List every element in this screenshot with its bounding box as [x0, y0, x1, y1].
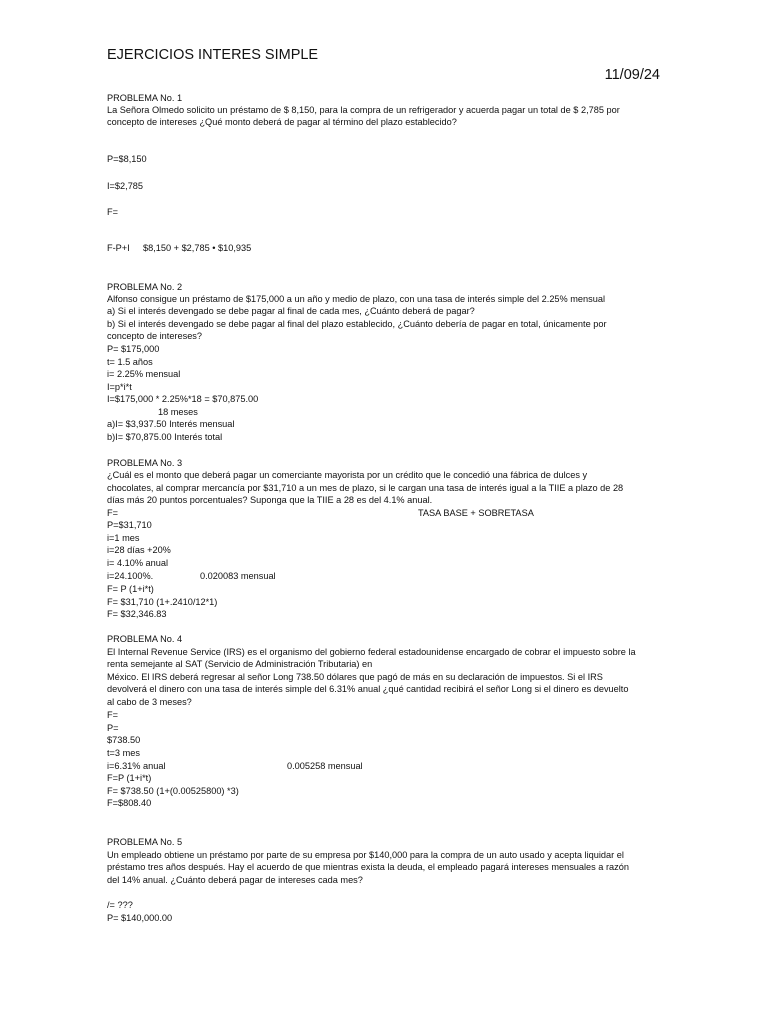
problem-5-statement-line: préstamo tres años después. Hay el acuerdo de que mientras exista la deuda, el empleado pagará intereses mensuales a razón — [107, 862, 629, 872]
problem-4-line: F= — [107, 710, 118, 720]
problem-1-amount: F= — [107, 207, 118, 217]
problem-4-line: P= — [107, 723, 119, 733]
problem-4-line: F=P (1+i*t) — [107, 773, 152, 783]
problem-1-calculation: $8,150 + $2,785 • $10,935 — [143, 243, 252, 253]
problem-4-statement-line: México. El IRS deberá regresar al señor Long 738.50 dólares que pagó de más en su declaración de impuestos. Si el IRS — [107, 672, 603, 682]
problem-5-statement-line: del 14% anual. ¿Cuánto deberá pagar de intereses cada mes? — [107, 875, 363, 885]
problem-4-heading: PROBLEMA No. 4 — [107, 634, 183, 644]
problem-3-monthly-rate: 0.020083 mensual — [200, 571, 276, 581]
problem-2-line: concepto de intereses? — [107, 331, 203, 341]
problem-3-line: i= 4.10% anual — [107, 558, 169, 568]
problem-5-heading: PROBLEMA No. 5 — [107, 837, 183, 847]
problem-3-line: P=$31,710 — [107, 520, 152, 530]
problem-3-rate: i=24.100%. — [107, 571, 154, 581]
problem-2-line: t= 1.5 años — [107, 357, 153, 367]
problem-4-statement-line: El Internal Revenue Service (IRS) es el organismo del gobierno federal estadounidense encargado de cobrar el impuesto sobre la — [107, 647, 636, 657]
problem-1-formula: F-P+I — [107, 243, 130, 253]
problem-3-amount: F= — [107, 508, 118, 518]
problem-1-principal: P=$8,150 — [107, 154, 147, 164]
problem-2-line: I=p*i*t — [107, 382, 132, 392]
problem-3-line: F= $31,710 (1+.2410/12*1) — [107, 597, 218, 607]
problem-4-line: t=3 mes — [107, 748, 140, 758]
problem-3-line: i=1 mes — [107, 533, 140, 543]
problem-1-heading: PROBLEMA No. 1 — [107, 93, 183, 103]
problem-2-heading: PROBLEMA No. 2 — [107, 282, 183, 292]
document-title: EJERCICIOS INTERES SIMPLE — [107, 47, 319, 63]
document-date: 11/09/24 — [604, 67, 660, 83]
problem-1-interest: I=$2,785 — [107, 181, 144, 191]
problem-2-line: b) Si el interés devengado se debe pagar al final del plazo establecido, ¿Cuánto debería de pagar en total, únicamente por — [107, 319, 607, 329]
problem-2-months: 18 meses — [158, 407, 198, 417]
problem-2-line: i= 2.25% mensual — [107, 369, 181, 379]
problem-2-line: P= $175,000 — [107, 344, 160, 354]
problem-4-line: F= $738.50 (1+(0.00525800) *3) — [107, 786, 239, 796]
problem-3-statement-line: ¿Cuál es el monto que deberá pagar un comerciante mayorista por un crédito que le concedió una fábrica de dulces y — [107, 470, 588, 480]
problem-3-line: F= P (1+i*t) — [107, 584, 154, 594]
problem-4-rate: i=6.31% anual — [107, 761, 166, 771]
problem-2-line: a) Si el interés devengado se debe pagar al final de cada mes, ¿Cuánto deberá de pagar? — [107, 306, 475, 316]
problem-3-heading: PROBLEMA No. 3 — [107, 458, 183, 468]
problem-5-interest: /= ??? — [107, 900, 133, 910]
problem-4-line: $738.50 — [107, 735, 141, 745]
problem-4-monthly-rate: 0.005258 mensual — [287, 761, 363, 771]
problem-4-statement-line: devolverá el dinero con una tasa de interés simple del 6.31% anual ¿qué cantidad recibirá el señor Long si el dinero es devuelto — [107, 684, 629, 694]
problem-2-result-b: b)I= $70,875.00 Interés total — [107, 432, 223, 442]
problem-5-principal: P= $140,000.00 — [107, 913, 173, 923]
problem-3-rate-note: TASA BASE + SOBRETASA — [418, 508, 534, 518]
problem-1-statement-line: concepto de intereses ¿Qué monto deberá de pagar al término del plazo establecido? — [107, 117, 457, 127]
problem-4-statement-line: al cabo de 3 meses? — [107, 697, 192, 707]
problem-2-line: I=$175,000 * 2.25%*18 = $70,875.00 — [107, 394, 259, 404]
problem-3-line: F= $32,346.83 — [107, 609, 167, 619]
problem-4-line: F=$808.40 — [107, 798, 152, 808]
problem-3-statement-line: días más 20 puntos porcentuales? Suponga que la TIIE a 28 es del 4.1% anual. — [107, 495, 433, 505]
problem-1-statement-line: La Señora Olmedo solicito un préstamo de $ 8,150, para la compra de un refrigerador y acuerda pagar un total de $ 2,785 por — [107, 105, 620, 115]
problem-3-statement-line: chocolates, al comprar mercancía por $31,710 a un mes de plazo, si le cargan una tasa de interés igual a la TIIE a plazo de 28 — [107, 483, 624, 493]
problem-5-statement-line: Un empleado obtiene un préstamo por parte de su empresa por $140,000 para la compra de un auto usado y acepta liquidar el — [107, 850, 624, 860]
problem-4-statement-line: renta semejante al SAT (Servicio de Administración Tributaria) en — [107, 659, 373, 669]
problem-3-line: i=28 días +20% — [107, 545, 171, 555]
problem-2-result-a: a)I= $3,937.50 Interés mensual — [107, 419, 235, 429]
problem-2-line: Alfonso consigue un préstamo de $175,000 a un año y medio de plazo, con una tasa de interés simple del 2.25% mensual — [107, 294, 605, 304]
